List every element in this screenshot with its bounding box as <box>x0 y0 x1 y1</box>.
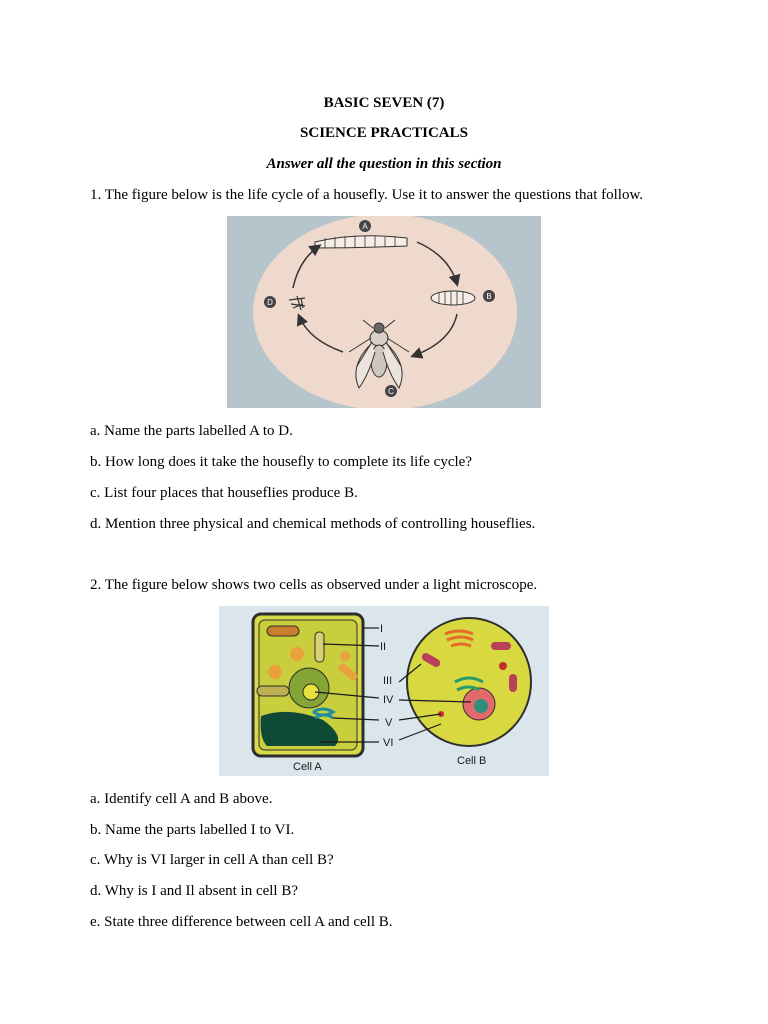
figure-label-v: V <box>385 717 393 729</box>
figure-label-iv: IV <box>383 694 394 706</box>
figure-label-c: C <box>388 387 394 396</box>
figure-label-a: A <box>362 222 368 231</box>
pupa-drawing <box>431 291 475 305</box>
figure-label-vi: VI <box>383 737 394 749</box>
q2-subquestion-d: d. Why is I and Il absent in cell B? <box>90 883 299 899</box>
question-1-prompt: 1. The figure below is the life cycle of a housefly. Use it to answer the questions that follow. <box>90 187 644 203</box>
housefly-life-cycle-drawing <box>227 216 541 408</box>
worksheet-title: BASIC SEVEN (7) <box>323 95 445 111</box>
q1-subquestion-c: c. List four places that houseflies produce B. <box>90 485 358 501</box>
label-d-marker <box>264 296 276 308</box>
section-instruction: Answer all the question in this section <box>266 156 502 172</box>
q2-subquestion-e: e. State three difference between cell A and cell B. <box>90 914 393 930</box>
cells-figure <box>219 606 549 776</box>
figure-label-b: B <box>486 292 492 301</box>
cell-b-drawing <box>407 618 531 746</box>
figure-label-ii: II <box>380 641 387 653</box>
figure-label-d: D <box>267 298 273 307</box>
q2-subquestion-c: c. Why is VI larger in cell A than cell B? <box>90 852 334 868</box>
housefly-life-cycle-figure <box>227 216 541 408</box>
q1-subquestion-a: a. Name the parts labelled A to D. <box>90 423 293 439</box>
cells-drawing <box>219 606 549 776</box>
cell-b-caption: Cell B <box>457 755 487 767</box>
cell-a-caption: Cell A <box>293 761 322 773</box>
q1-subquestion-d: d. Mention three physical and chemical methods of controlling houseflies. <box>90 516 536 532</box>
label-b-marker <box>483 290 495 302</box>
q2-subquestion-a: a. Identify cell A and B above. <box>90 791 273 807</box>
label-a-marker <box>359 220 371 232</box>
cell-a-drawing <box>253 614 363 756</box>
q2-subquestion-b: b. Name the parts labelled I to VI. <box>90 822 295 838</box>
question-2-prompt: 2. The figure below shows two cells as observed under a light microscope. <box>90 577 538 593</box>
worksheet-subtitle: SCIENCE PRACTICALS <box>300 125 468 141</box>
label-c-marker <box>385 385 397 397</box>
q1-subquestion-b: b. How long does it take the housefly to complete its life cycle? <box>90 454 472 470</box>
figure-label-iii: III <box>383 675 393 687</box>
figure-label-i: I <box>380 623 384 635</box>
